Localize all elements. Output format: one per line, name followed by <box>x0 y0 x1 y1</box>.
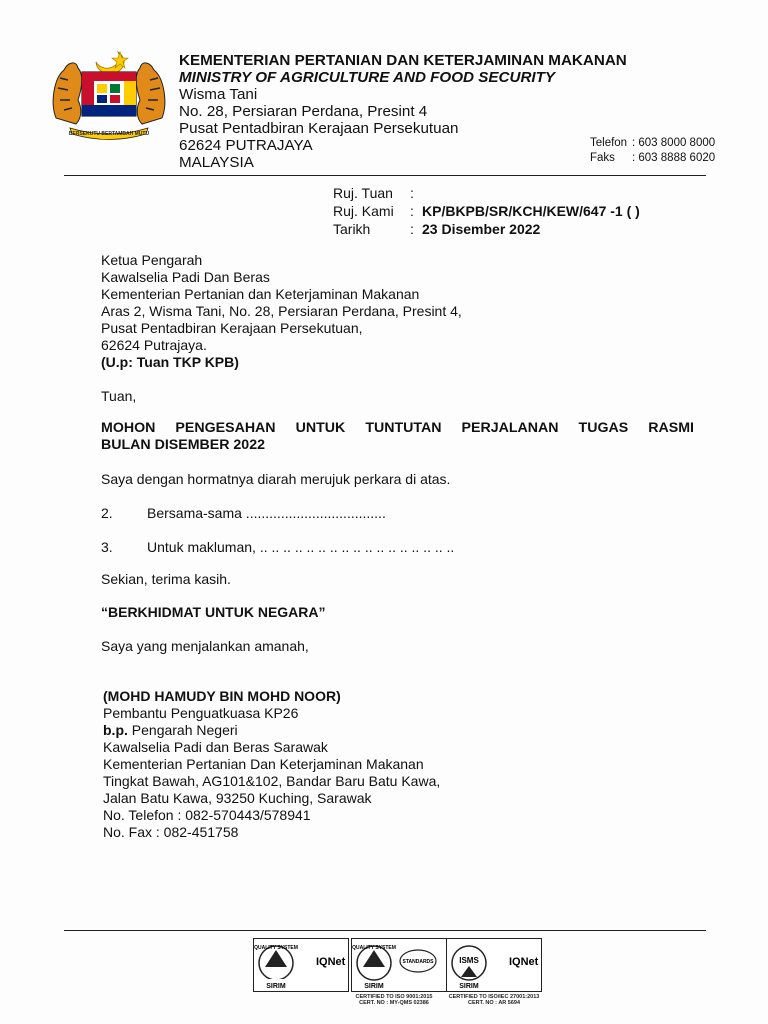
paragraph-2 <box>101 505 386 522</box>
recipient-address <box>101 252 462 371</box>
colon: : <box>410 203 414 219</box>
paragraph-text: Bersama-sama .................................... <box>147 505 386 521</box>
signatory-position: Pembantu Penguatkuasa KP26 <box>103 705 299 721</box>
sign-off: Saya yang menjalankan amanah, <box>101 638 309 654</box>
signatory-line: No. Telefon : 082-570443/578941 <box>103 807 311 823</box>
letterhead-contact <box>590 136 715 166</box>
cert-mark: STANDARDS <box>402 959 434 965</box>
fax-label: Faks <box>590 152 615 164</box>
crest-motto: BERSEKUTU BERTAMBAH MUTU <box>68 131 150 137</box>
cert-note-line: CERTIFIED TO ISO 9001:2015 <box>355 994 433 1000</box>
phone-value: : 603 8000 8000 <box>632 137 716 149</box>
signatory-line: Kementerian Pertanian Dan Keterjaminan Makanan <box>103 756 424 772</box>
attention-line: (U.p: Tuan TKP KPB) <box>101 354 239 370</box>
ministry-name-english: MINISTRY OF AGRICULTURE AND FOOD SECURITY <box>179 69 556 86</box>
recipient-line: Aras 2, Wisma Tani, No. 28, Persiaran Perdana, Presint 4, <box>101 303 462 319</box>
paragraph-text: Untuk makluman, .. .. .. .. .. .. .. .. .. .. .. .. .. .. .. .. .. <box>147 539 455 555</box>
ministry-crest-logo <box>48 48 170 140</box>
cert-brand: IQNet <box>509 956 539 968</box>
closing-line: Sekian, terima kasih. <box>101 571 231 587</box>
letterhead-address-line: MALAYSIA <box>179 154 254 171</box>
cert-issuer: SIRIM <box>364 983 384 990</box>
reference-block <box>333 184 640 238</box>
signatory-line: No. Fax : 082-451758 <box>103 824 239 840</box>
signatory-line: Tingkat Bawah, AG101&102, Bandar Baru Batu Kawa, <box>103 773 441 789</box>
letterhead-text <box>179 52 627 171</box>
date-label: Tarikh <box>333 221 371 237</box>
cert-note-line: CERTIFIED TO ISO/IEC 27001:2013 <box>448 994 540 1000</box>
cert-note-line: CERT. NO : AR 5694 <box>467 1000 521 1006</box>
colon: : <box>410 185 414 201</box>
your-ref-label: Ruj. Tuan <box>333 185 393 201</box>
cert-issuer: SIRIM <box>459 983 479 990</box>
letterhead-address-line: Wisma Tani <box>179 86 258 103</box>
letterhead-address-line: Pusat Pentadbiran Kerajaan Persekutuan <box>179 120 459 137</box>
isms-iqnet-cert-logo <box>446 938 542 992</box>
quality-system-iqnet-cert-logo <box>253 938 349 992</box>
phone-label: Telefon <box>590 137 628 149</box>
signatory-block <box>103 688 440 841</box>
paragraph-number: 2. <box>101 505 113 521</box>
bp-text: Pengarah Negeri <box>127 722 238 738</box>
subject-line-1: MOHON PENGESAHAN UNTUK TUNTUTAN PERJALANAN TUGAS RASMI <box>101 420 694 436</box>
footer-divider <box>64 930 706 931</box>
iso9001-cert-note <box>346 994 442 1006</box>
our-ref-label: Ruj. Kami <box>333 203 394 219</box>
header-divider <box>64 175 706 176</box>
intro-paragraph: Saya dengan hormatnya diarah merujuk perkara di atas. <box>101 471 451 487</box>
cert-label: QUALITY SYSTEM <box>254 945 298 951</box>
colon: : <box>410 221 414 237</box>
cert-label: ISMS <box>459 956 479 965</box>
recipient-line: Ketua Pengarah <box>101 252 203 268</box>
quality-system-standards-cert-logo <box>351 938 447 992</box>
cert-note-line: CERT. NO : MY-QMS 02386 <box>359 1000 429 1006</box>
bp-label: b.p. <box>103 722 128 738</box>
paragraph-3 <box>101 539 454 556</box>
cert-label: QUALITY SYSTEM <box>352 945 396 951</box>
iso27001-cert-note <box>446 994 542 1006</box>
our-ref-value: KP/BKPB/SR/KCH/KEW/647 -1 ( ) <box>422 203 640 219</box>
ministry-name-malay: KEMENTERIAN PERTANIAN DAN KETERJAMINAN MAKANAN <box>179 52 627 69</box>
recipient-line: Pusat Pentadbiran Kerajaan Persekutuan, <box>101 320 363 336</box>
cert-issuer: SIRIM <box>266 983 286 990</box>
paragraph-number: 3. <box>101 539 113 555</box>
letterhead-address-line: 62624 PUTRAJAYA <box>179 137 313 154</box>
fax-value: : 603 8888 6020 <box>632 152 716 164</box>
subject-line-2: BULAN DISEMBER 2022 <box>101 437 265 453</box>
cert-brand: IQNet <box>316 956 346 968</box>
letterhead-address-line: No. 28, Persiaran Perdana, Presint 4 <box>179 103 428 120</box>
recipient-line: 62624 Putrajaya. <box>101 337 207 353</box>
letter-subject <box>101 420 694 454</box>
signatory-line: Kawalselia Padi dan Beras Sarawak <box>103 739 328 755</box>
recipient-line: Kawalselia Padi Dan Beras <box>101 269 270 285</box>
signatory-line: Jalan Batu Kawa, 93250 Kuching, Sarawak <box>103 790 372 806</box>
date-value: 23 Disember 2022 <box>422 221 541 237</box>
recipient-line: Kementerian Pertanian dan Keterjaminan Makanan <box>101 286 420 302</box>
signatory-name: (MOHD HAMUDY BIN MOHD NOOR) <box>103 688 341 704</box>
salutation: Tuan, <box>101 388 137 404</box>
motto: “BERKHIDMAT UNTUK NEGARA” <box>101 604 326 620</box>
